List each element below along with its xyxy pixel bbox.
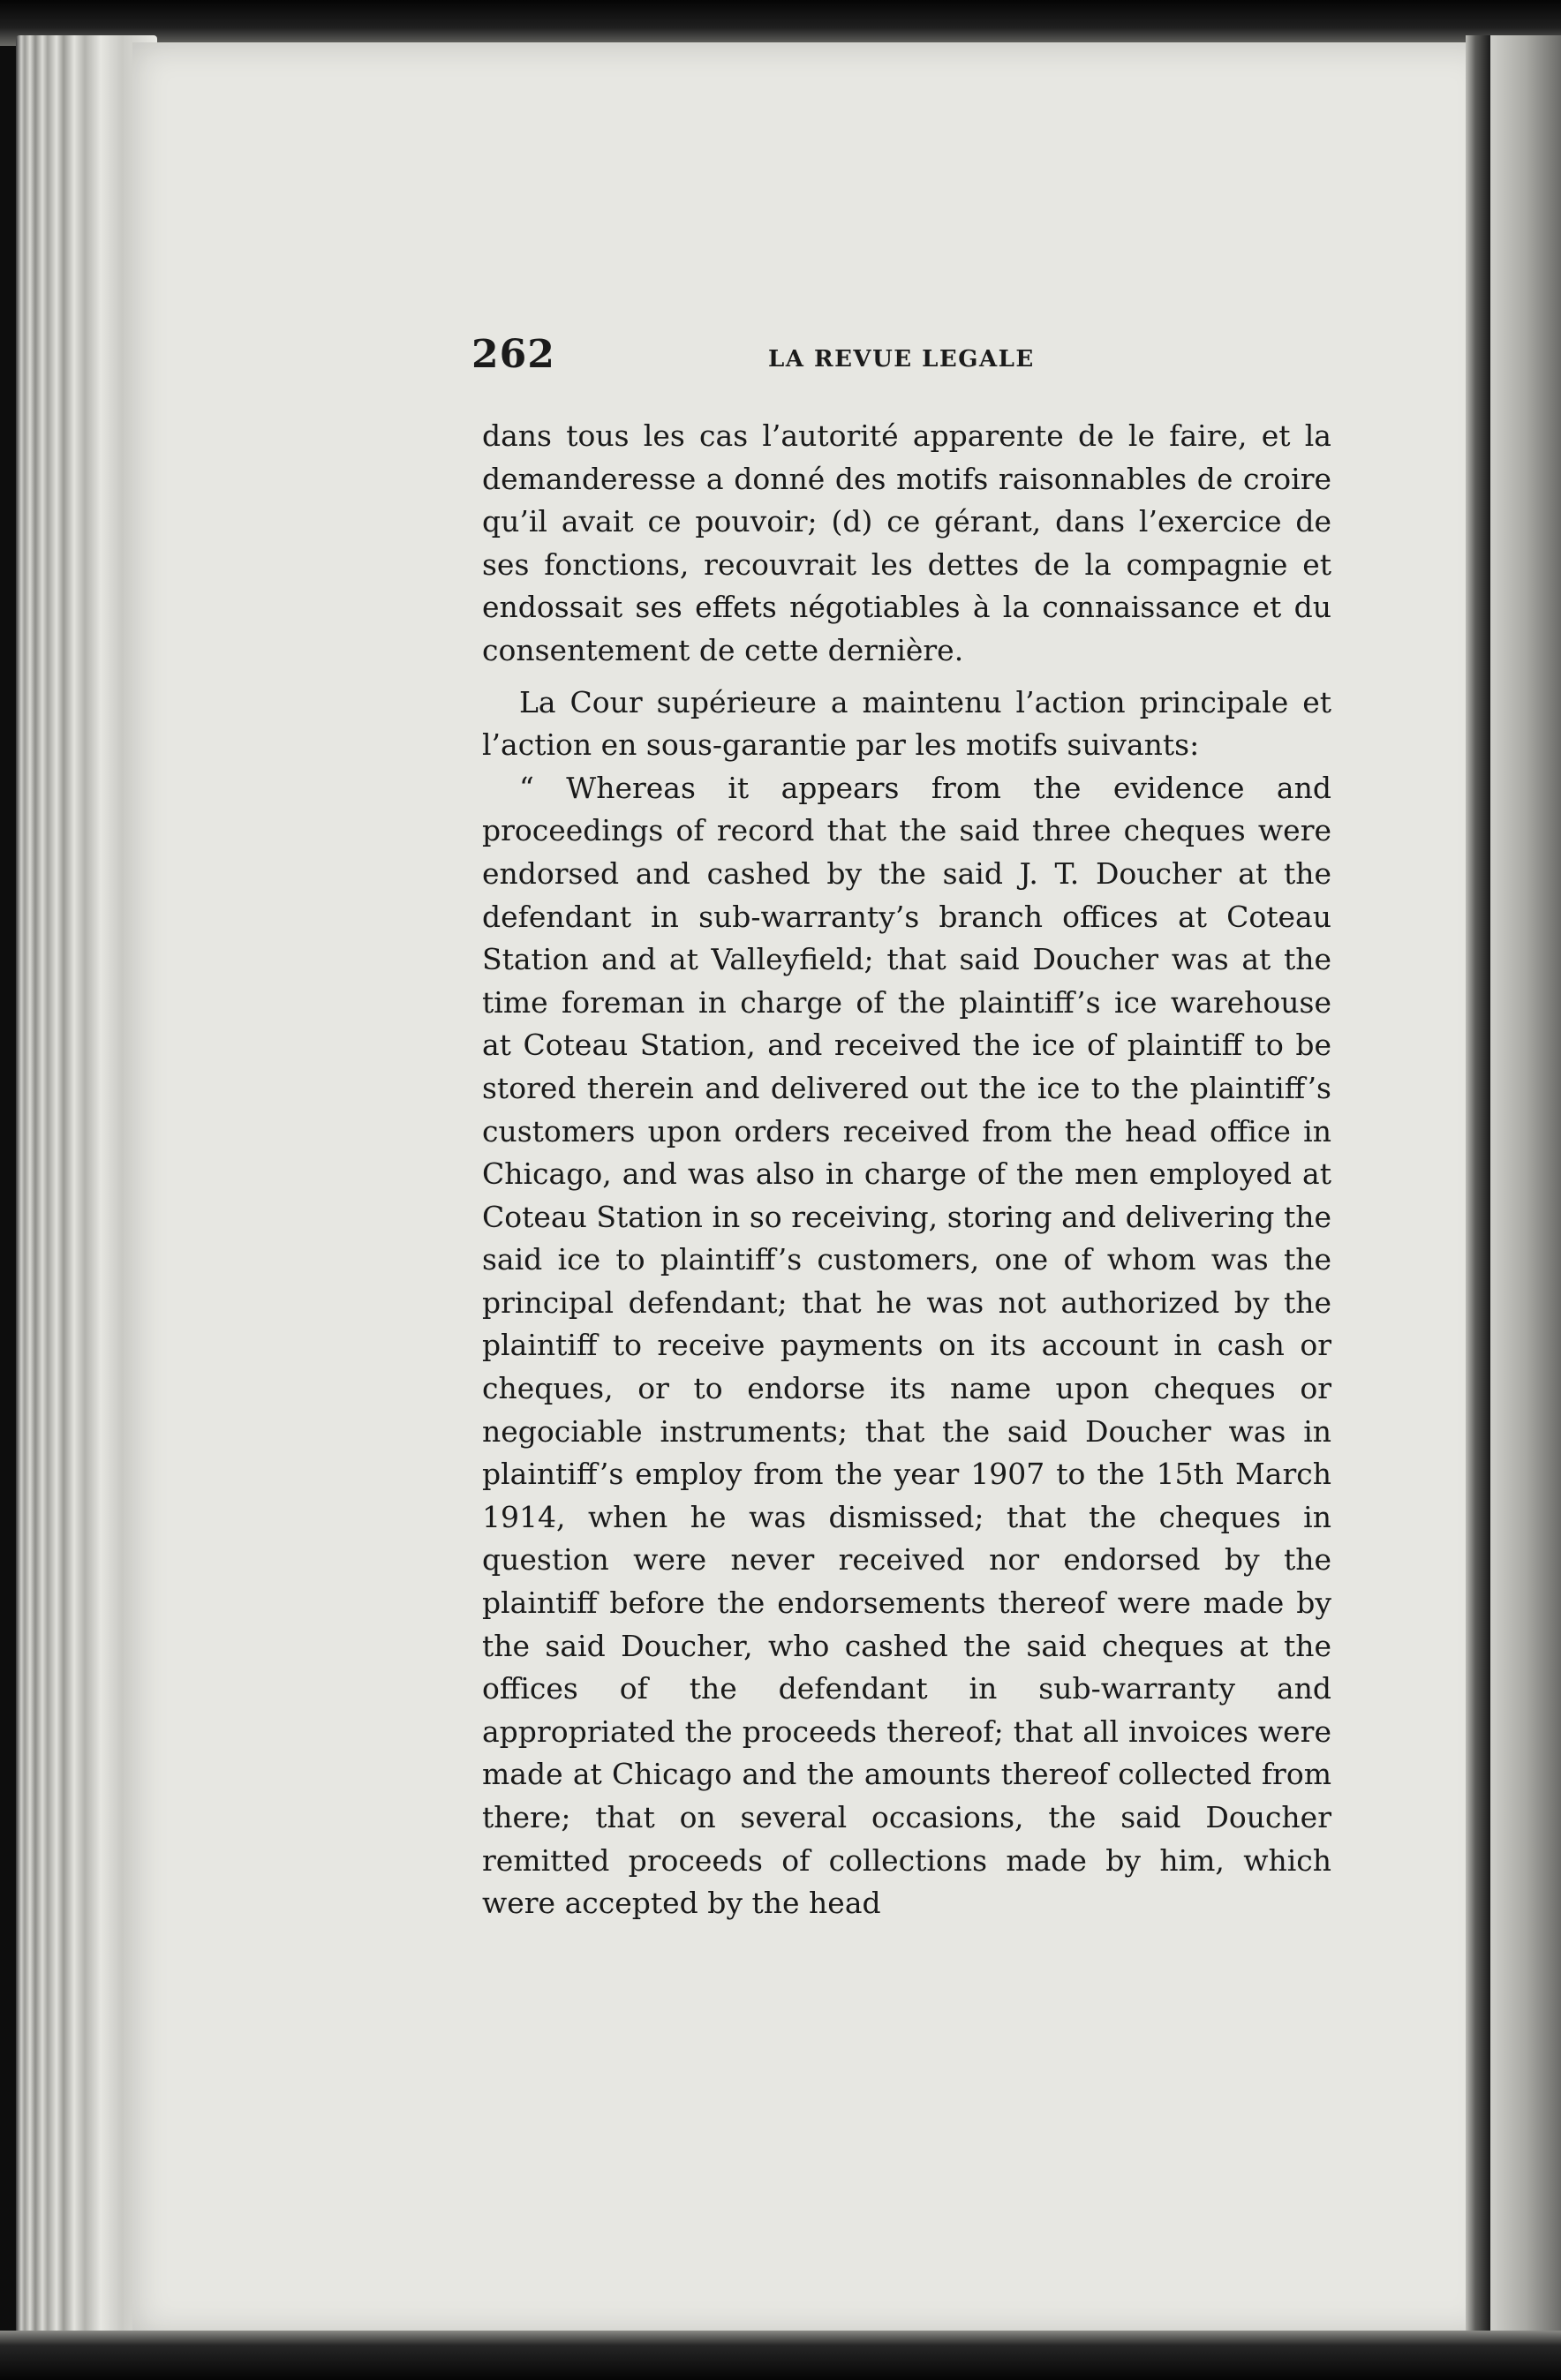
scan-top-border bbox=[0, 0, 1561, 46]
scan-bottom-border bbox=[0, 2331, 1561, 2380]
paragraph-continued: dans tous les cas l’autorité apparente de le faire, et la demanderesse a donné des motifs raisonnables de croire qu’il avait ce pouvoir; (d) ce gérant, dans l’exercice de ses fonctions, recouvrait les dettes de la compagnie et endossait ses effets négotiables à la connaissance et du consentement de cette dernière. bbox=[482, 418, 1331, 667]
facing-page-edge bbox=[1490, 35, 1561, 2366]
paragraph-quoted-judgment: “ Whereas it appears from the evidence and proceedings of record that the said three cheques were endorsed and cashed by the said J. T. Doucher at the defendant in sub-warranty’s branch offices at Coteau Station and at Valleyfield; that said Doucher was at the time foreman in charge of the plaintiff’s ice warehouse at Coteau Station, and received the ice of plaintiff to be stored therein and delivered out the ice to the plaintiff’s customers upon orders received from the head office in Chicago, and was also in charge of the men employed at Coteau Station in so receiving, storing and delivering the said ice to plaintiff’s customers, one of whom was the principal defendant; that he was not authorized by the plaintiff to receive payments on its account in cash or cheques, or to endorse its name upon cheques or negociable instruments; that the said Doucher was in plaintiff’s employ from the year 1907 to the 15th March 1914, when he was dismissed; that the cheques in question were never received nor endorsed by the plaintiff before the endorsements thereof were made by the said Doucher, who cashed the said cheques at the offices of the defendant in sub-warranty and appropriated the proceeds thereof; that all invoices were made at Chicago and the amounts thereof collected from there; that on several occasions, the said Doucher remitted proceeds of collections made by him, which were accepted by the head bbox=[482, 770, 1331, 1921]
body-text bbox=[482, 415, 1331, 1925]
gutter-shadow bbox=[1466, 35, 1490, 2331]
running-head bbox=[471, 332, 1319, 385]
paragraph-court-ruling: La Cour supérieure a maintenu l’action principale et l’action en sous-garantie par les motifs suivants: bbox=[482, 684, 1331, 763]
journal-title: LA REVUE LEGALE bbox=[768, 346, 1035, 373]
page-number: 262 bbox=[471, 332, 555, 377]
